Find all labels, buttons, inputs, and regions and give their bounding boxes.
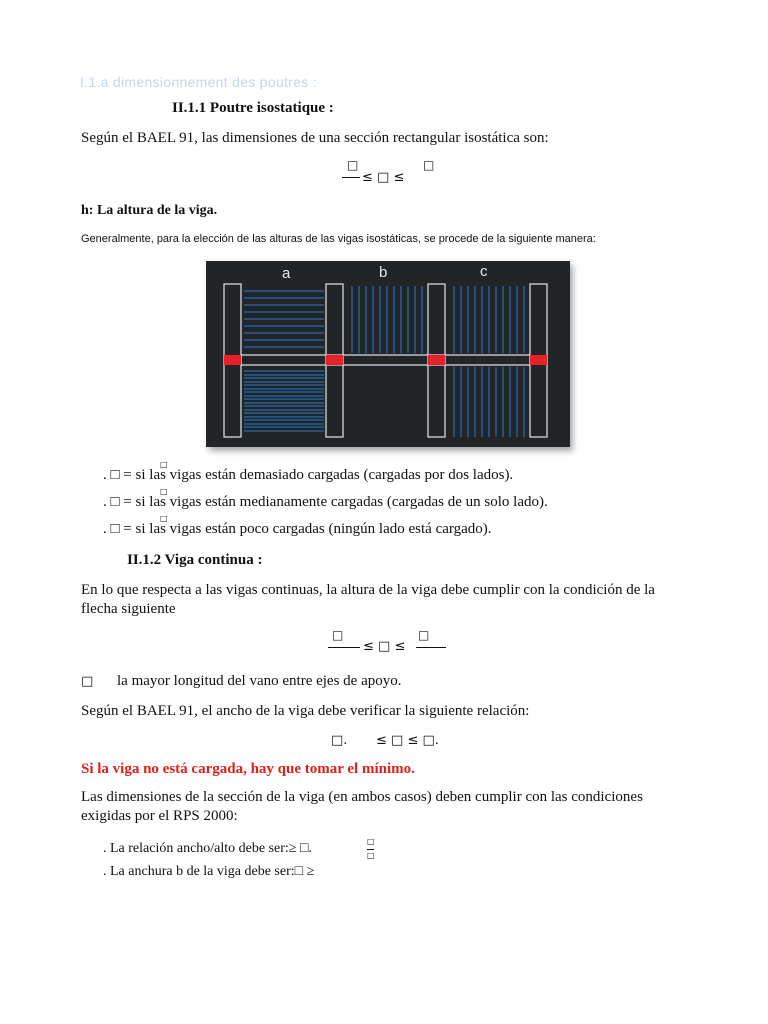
formula-numerator-right: □ <box>423 158 435 172</box>
h-definition: h: La altura de la viga. <box>81 203 218 218</box>
diagram-label-b: b <box>379 264 388 281</box>
bullet-fraction-2: □ <box>160 487 168 496</box>
width-intro: Según el BAEL 91, el ancho de la viga debe verificar la siguiente relación: <box>81 703 530 719</box>
support-3 <box>428 355 445 365</box>
formula2-numerator-right: □ <box>418 628 430 642</box>
width-formula-right: ≤ □ ≤ □. <box>376 733 439 748</box>
fraction2-bar-right <box>416 647 446 648</box>
section-title-viga-continua: II.1.2 Viga continua : <box>127 552 263 568</box>
formula-continuous <box>326 628 456 658</box>
continuous-para-line1: En lo que respecta a las vigas continuas, la altura de la viga debe cumplir con la condición de la <box>81 582 655 598</box>
formula-numerator-left: □ <box>347 158 359 172</box>
faded-heading: I.1.a dimensionnement des poutres : <box>80 74 317 90</box>
beam-loading-diagram <box>206 261 570 447</box>
formula-middle: ≤ □ ≤ <box>362 170 405 185</box>
ratio-fraction-num: □ <box>367 837 375 846</box>
red-note-minimum: Si la viga no está cargada, hay que tomar el mínimo. <box>81 761 415 777</box>
support-1 <box>224 355 241 365</box>
bael-intro: Según el BAEL 91, las dimensiones de una sección rectangular isostática son: <box>81 130 549 146</box>
rps-para-line1: Las dimensiones de la sección de la viga (en ambos casos) deben cumplir con las condiciones <box>81 789 643 805</box>
bullet-light-load: . □ = si las vigas están poco cargadas (ningún lado está cargado). <box>103 521 492 537</box>
section-title-isostatique: II.1.1 Poutre isostatique : <box>172 100 334 116</box>
span-symbol: □ <box>81 674 94 689</box>
fraction2-bar-left <box>328 647 360 648</box>
general-procedure-text: Generalmente, para la elección de las alturas de las vigas isostáticas, se procede de la siguiente manera: <box>81 233 596 245</box>
bullet-fraction-1: □ <box>160 460 168 469</box>
diagram-label-a: a <box>282 265 291 282</box>
fraction-bar <box>342 177 360 178</box>
diagram-a-horizontal-lines <box>244 291 324 431</box>
ratio-fraction-den: □ <box>367 851 375 860</box>
rps-para-line2: exigidas por el RPS 2000: <box>81 808 238 824</box>
formula2-numerator-left: □ <box>332 628 344 642</box>
formula2-middle: ≤ □ ≤ <box>363 639 406 654</box>
diagram-label-c: c <box>480 263 488 280</box>
bullet-heavy-load: . □ = si las vigas están demasiado cargadas (cargadas por dos lados). <box>103 467 514 483</box>
formula-isostatic <box>340 158 435 188</box>
ratio-fraction-bar <box>367 849 374 850</box>
continuous-para-line2: flecha siguiente <box>81 601 176 617</box>
width-minimum-condition: . La anchura b de la viga debe ser:□ ≥ <box>103 864 315 879</box>
support-2 <box>326 355 343 365</box>
width-formula-left: □. <box>331 733 348 748</box>
beam <box>241 355 530 365</box>
diagram-svg <box>206 261 570 447</box>
ratio-condition: . La relación ancho/alto debe ser:≥ □. <box>103 841 312 856</box>
bullet-fraction-3: □ <box>160 514 168 523</box>
bullet-medium-load: . □ = si las vigas están medianamente cargadas (cargadas de un solo lado). <box>103 494 548 510</box>
span-length-definition: la mayor longitud del vano entre ejes de apoyo. <box>117 673 402 689</box>
support-4 <box>530 355 547 365</box>
